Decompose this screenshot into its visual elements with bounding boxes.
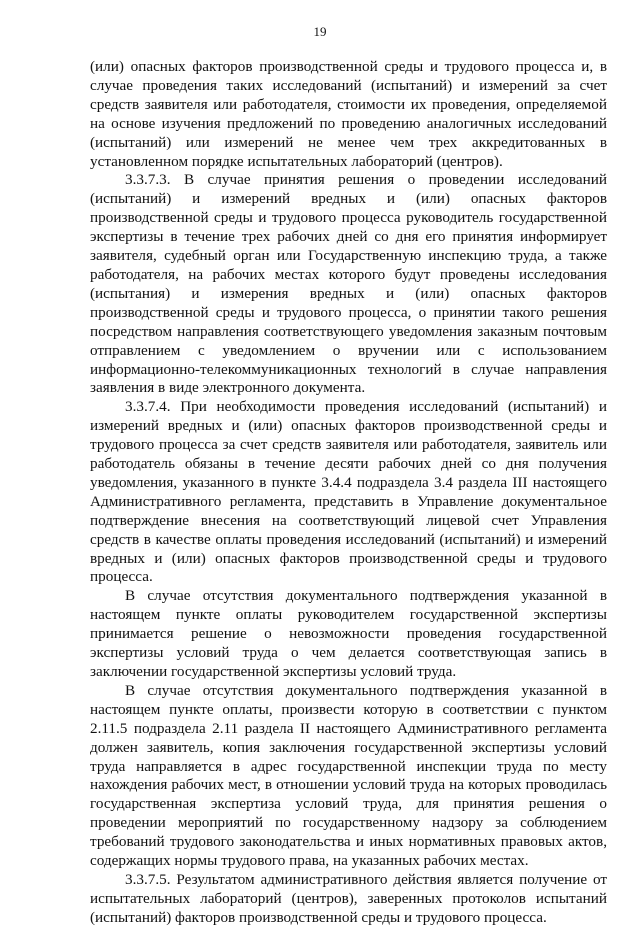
document-body <box>90 58 607 928</box>
paragraph-no-payment-inspection: В случае отсутствия документального подтверждения указанной в настоящем пункте оплаты, произвести которую в соответствии с пунктом 2.11.5 подраздела 2.11 раздела II настоящего Административного регламента должен заявитель, копия заключения государственной экспертизы условий труда направляется в адрес государственной инспекции труда по месту нахождения рабочих мест, в отношении условий труда на которых проводилась государственная экспертиза условий труда, для принятия решения о проведении мероприятий по государственному надзору за соблюдением требований трудового законодательства и иных нормативных правовых актов, содержащих нормы трудового права, на указанных рабочих местах. <box>90 681 607 870</box>
page-number: 19 <box>313 24 327 39</box>
paragraph-3-3-7-5: 3.3.7.5. Результатом административного действия является получение от испытательных лабораторий (центров), заверенных протоколов испытаний (испытаний) факторов производственной среды и трудового процесса. <box>90 870 607 926</box>
paragraph-3-3-7-3: 3.3.7.3. В случае принятия решения о проведении исследований (испытаний) и измерений вредных и (или) опасных факторов производственной среды и трудового процесса руководитель государственной экспертизы в течение трех рабочих дней со дня его принятия информирует заявителя, судебный орган или Государственную инспекцию труда, а также работодателя, на рабочих местах которого будут проведены исследования (испытания) и измерения вредных и (или) опасных факторов производственной среды и трудового процесса, о принятии такого решения посредством направления соответствующего уведомления заказным почтовым отправлением с уведомлением о вручении или с использованием информационно-телекоммуникационных технологий в случае направления заявления в виде электронного документа. <box>90 171 607 397</box>
paragraph-3-3-7-4: 3.3.7.4. При необходимости проведения исследований (испытаний) и измерений вредных и (или) опасных факторов производственной среды и трудового процесса за счет средств заявителя или работодателя, заявитель или работодатель обязаны в течение десяти рабочих дней со дня получения уведомления, указанного в пункте 3.4.4 подраздела 3.4 раздела III настоящего Административного регламента, представить в Управление документальное подтверждение внесения на соответствующий лицевой счет Управления средств в качестве оплаты проведения исследований (испытаний) и измерений вредных и (или) опасных факторов производственной среды и трудового процесса. <box>90 398 607 586</box>
paragraph-continuation: (или) опасных факторов производственной среды и трудового процесса и, в случае проведения таких исследований (испытаний) и измерений за счет средств заявителя или работодателя, стоимости их проведения, определяемой на основе изучения предложений по проведению аналогичных исследований (испытаний) или измерений не менее чем трех аккредитованных в установленном порядке испытательных лабораторий (центров). <box>90 58 607 170</box>
paragraph-no-payment-decision: В случае отсутствия документального подтверждения указанной в настоящем пункте оплаты руководителем государственной экспертизы принимается решение о невозможности проведения государственной экспертизы условий труда о чем делается соответствующая запись в заключении государственной экспертизы условий труда. <box>90 587 607 680</box>
